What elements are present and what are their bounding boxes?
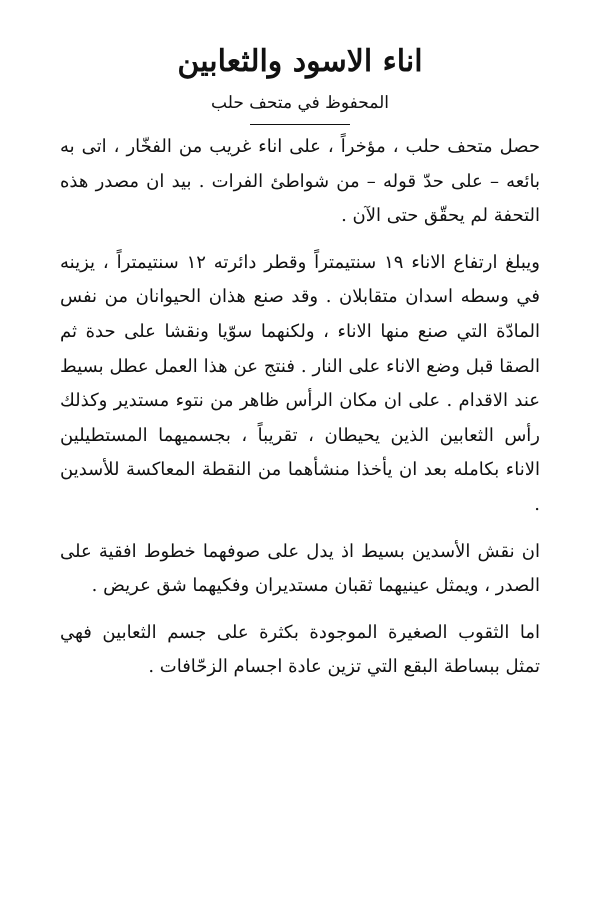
title-divider: [250, 124, 350, 125]
page-title: اناء الاسود والثعابين: [177, 44, 423, 79]
paragraph-3: ان نقش الأسدين بسيط اذ يدل على صوفهما خطوط افقية على الصدر ، ويمثل عينيهما ثقبان مستديران وفكيهما شق عريض .: [60, 540, 540, 597]
page-subtitle: المحفوظ في متحف حلب: [211, 93, 389, 113]
paragraph-2: ويبلغ ارتفاع الاناء ١٩ سنتيمتراً وقطر دائرته ١٢ سنتيمتراً ، يزينه في وسطه اسدان متقابلان . وقد صنع هذان الحيوانان من نفس المادّة التي صنع منها الاناء ، ولكنهما سوّيا ونقشا على حدة ثم الصقا قبل وضع الاناء على النار . فنتج عن هذا العمل عطل بسيط عند الاقدام . على ان مكان الرأس ظاهر من نتوء مستدير وكذلك رأس الثعابين الذين يحيطان ، تقريباً ، بجسميهما المستطيلين الاناء بكامله بعد ان يأخذا منشأهما من النقطة المعاكسة للأسدين .: [60, 251, 540, 515]
paragraph-1: حصل متحف حلب ، مؤخراً ، على اناء غريب من الفخّار ، اتى به بائعه – على حدّ قوله – من شواطئ الفرات . بيد ان مصدر هذه التحفة لم يحقّق حتى الآن .: [60, 136, 540, 227]
article-body: [60, 130, 540, 685]
paragraph-4: اما الثقوب الصغيرة الموجودة بكثرة على جسم الثعابين فهي تمثل ببساطة البقع التي تزين عادة اجسام الزحّافات .: [60, 621, 540, 678]
